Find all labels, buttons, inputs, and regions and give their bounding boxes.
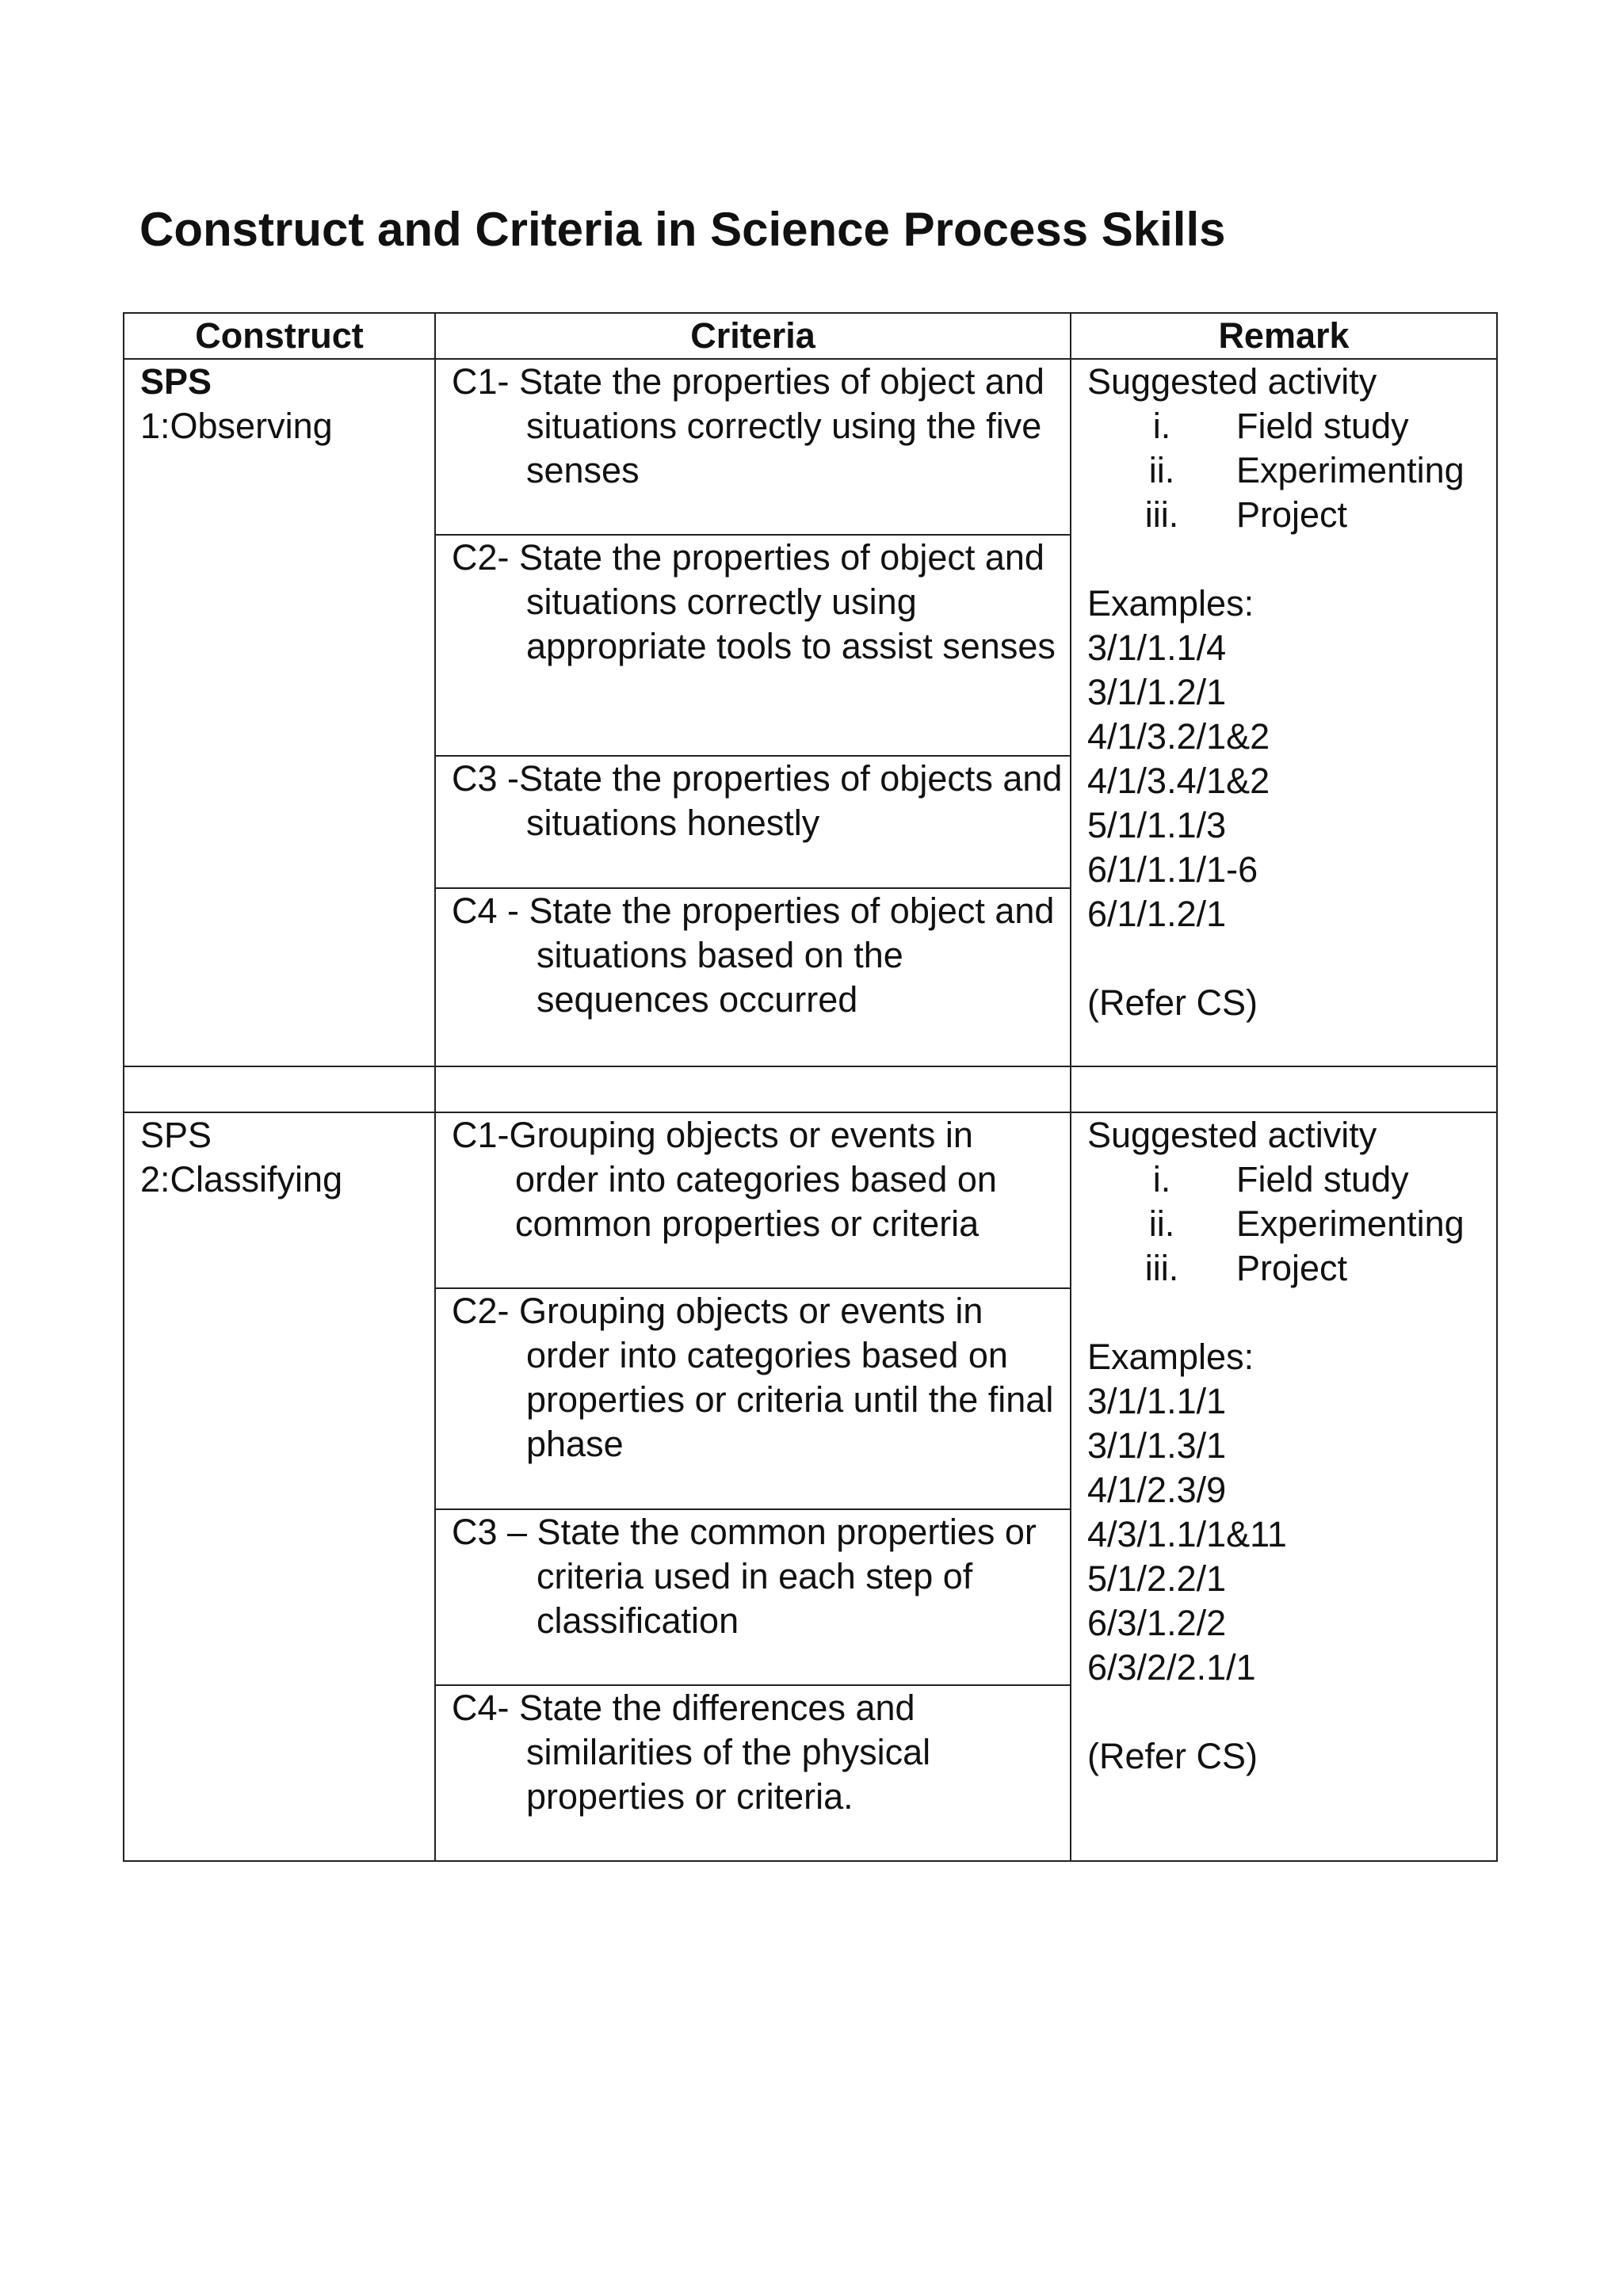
empty-cell [1071,1066,1497,1112]
criteria-cell [435,359,1071,535]
remark-cell-classifying [1071,1112,1497,1861]
example-code: 4/1/3.4/1&2 [1087,761,1270,801]
list-item: iii. Project [1144,1248,1348,1288]
criteria-text: C2- State the properties of object and situations correctly using appropriate tools to assist senses [452,537,1056,666]
criteria-cell [435,1288,1071,1509]
criteria-cell [435,888,1071,1066]
criteria-text: C4- State the differences and similarities of the physical properties or criteria. [452,1688,931,1817]
construct-name: 2:Classifying [140,1159,343,1199]
example-code: 6/1/1.2/1 [1087,894,1227,934]
example-code: 6/1/1.1/1-6 [1087,849,1258,890]
criteria-text: C3 -State the properties of objects and situations honestly [452,758,1063,843]
example-code: 3/1/1.1/4 [1087,627,1227,668]
example-code: 3/1/1.3/1 [1087,1425,1227,1466]
empty-cell [124,1066,435,1112]
construct-code: SPS [140,361,212,402]
header-construct: Construct [124,313,435,359]
construct-criteria-table [123,312,1498,1862]
remark-cell-observing [1071,359,1497,1066]
example-code: 4/3/1.1/1&11 [1087,1514,1287,1554]
criteria-cell [435,1509,1071,1685]
spacer [1087,1291,1496,1335]
activity-list [1087,1158,1496,1291]
table-row [124,359,1497,535]
header-remark: Remark [1071,313,1497,359]
criteria-cell [435,1685,1071,1861]
list-item: ii. Experimenting [1148,1203,1465,1244]
empty-row [124,1066,1497,1112]
criteria-cell [435,1112,1071,1288]
header-criteria: Criteria [435,313,1071,359]
spacer [1087,936,1496,981]
example-code: 3/1/1.1/1 [1087,1381,1227,1421]
criteria-text: C1-Grouping objects or events in order into categories based on common properties or criteria [452,1115,997,1244]
examples-label: Examples: [1087,1337,1254,1377]
list-item: iii. Project [1144,494,1348,535]
construct-name: 1:Observing [140,406,333,446]
example-code: 4/1/3.2/1&2 [1087,716,1270,757]
criteria-text: C3 – State the common properties or criteria used in each step of classification [452,1512,1037,1641]
list-item: ii. Experimenting [1148,450,1465,490]
page-title: Construct and Criteria in Science Process Skills [139,203,1226,256]
criteria-cell [435,535,1071,756]
example-code: 6/3/2/2.1/1 [1087,1647,1256,1688]
spacer [1087,1690,1496,1734]
construct-code: SPS [140,1115,212,1155]
construct-cell-observing [124,359,435,1066]
spacer [1087,537,1496,582]
example-code: 5/1/2.2/1 [1087,1558,1227,1599]
table-row [124,1112,1497,1288]
examples-label: Examples: [1087,583,1254,624]
example-code: 4/1/2.3/9 [1087,1470,1227,1510]
construct-cell-classifying [124,1112,435,1861]
suggested-activity-label: Suggested activity [1087,361,1377,402]
criteria-cell [435,756,1071,888]
example-code: 6/3/1.2/2 [1087,1603,1227,1643]
example-code: 5/1/1.1/3 [1087,805,1227,845]
list-item: i. Field study [1152,406,1409,446]
criteria-text: C4 - State the properties of object and situations based on the sequences occurred [452,891,1055,1020]
suggested-activity-label: Suggested activity [1087,1115,1377,1155]
criteria-text: C2- Grouping objects or events in order into categories based on properties or criteria until the final phase [452,1291,1054,1464]
table-header-row [124,313,1497,359]
refer-cs: (Refer CS) [1087,1736,1258,1776]
activity-list [1087,404,1496,537]
criteria-text: C1- State the properties of object and situations correctly using the five senses [452,361,1044,490]
empty-cell [435,1066,1071,1112]
example-code: 3/1/1.2/1 [1087,672,1227,712]
list-item: i. Field study [1152,1159,1409,1199]
refer-cs: (Refer CS) [1087,982,1258,1023]
